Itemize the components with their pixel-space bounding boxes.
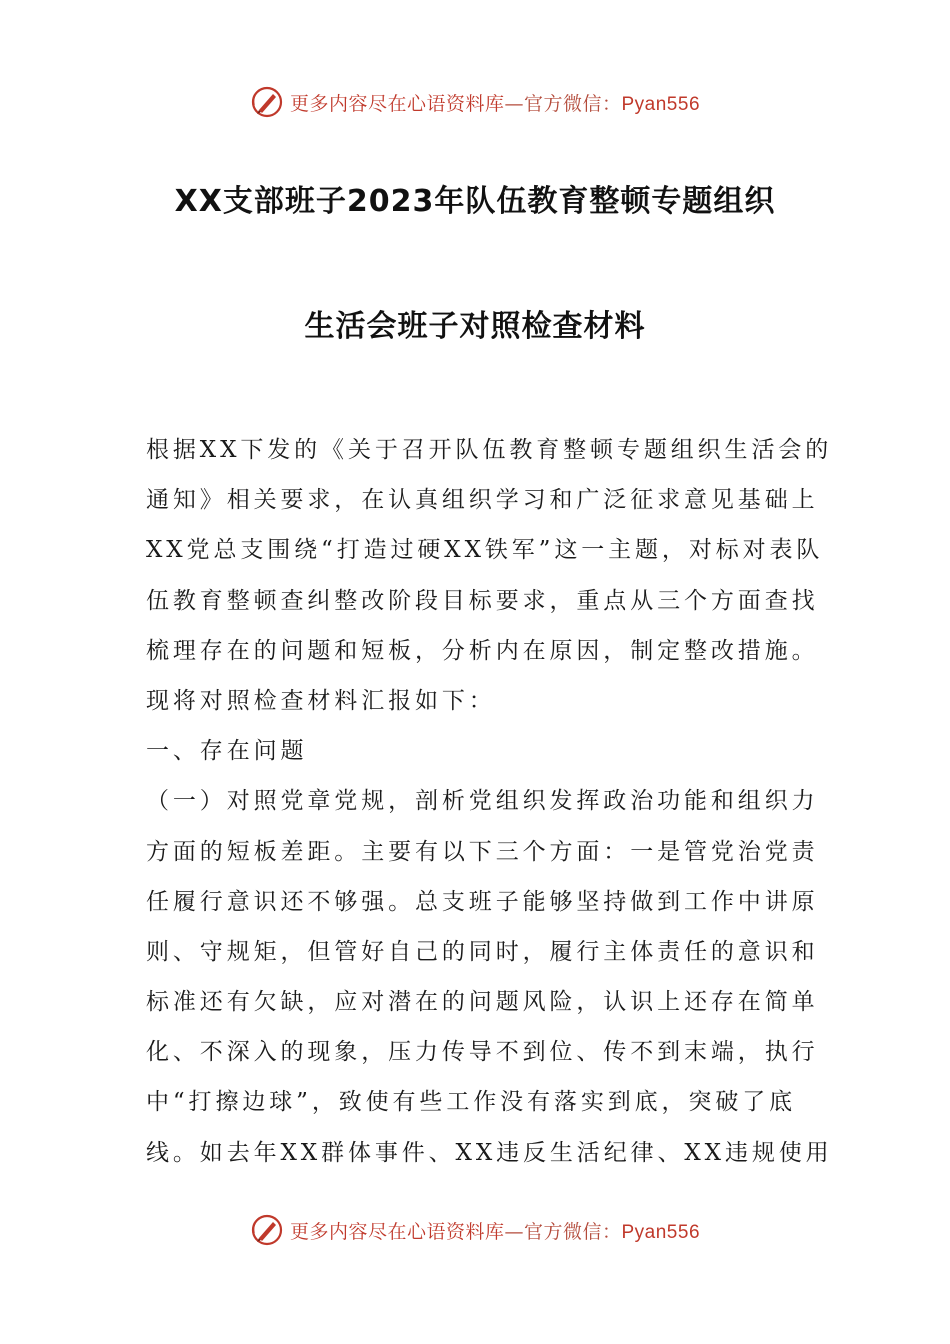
body-line: 方面的短板差距。主要有以下三个方面：一是管党治党责	[146, 838, 819, 865]
pen-in-circle-icon	[250, 85, 284, 119]
banner-text	[290, 89, 700, 116]
banner-main-text: 更多内容尽在心语资料库	[289, 92, 505, 115]
banner-text	[290, 1217, 700, 1244]
body-line: 梳理存在的问题和短板，分析内在原因，制定整改措施。	[146, 637, 819, 664]
body-line: 伍教育整顿查纠整改阶段目标要求，重点从三个方面查找	[146, 587, 819, 614]
body-line: 线。如去年XX群体事件、XX违反生活纪律、XX违规使用	[146, 1139, 833, 1166]
banner-wechat-label: 官方微信：	[523, 92, 622, 115]
body-line: 标准还有欠缺，应对潜在的问题风险，认识上还存在简单	[146, 989, 819, 1016]
document-body	[146, 425, 833, 1178]
body-line: 中“打擦边球”，致使有些工作没有落实到底，突破了底	[146, 1089, 797, 1116]
footer-watermark-banner	[0, 1208, 950, 1252]
body-line: 根据XX下发的《关于召开队伍教育整顿专题组织生活会的	[146, 437, 833, 463]
banner-main-text: 更多内容尽在心语资料库	[289, 1220, 505, 1243]
body-line: XX党总支围绕“打造过硬XX铁军”这一主题，对标对表队	[146, 537, 824, 564]
section-heading: 一、存在问题	[146, 738, 308, 765]
banner-separator: —	[504, 1220, 524, 1243]
banner-wechat-label: 官方微信：	[523, 1220, 622, 1243]
document-title-line-2: 生活会班子对照检查材料	[304, 309, 646, 344]
body-line: 通知》相关要求，在认真组织学习和广泛征求意见基础上	[146, 487, 819, 514]
body-line: 现将对照检查材料汇报如下：	[146, 687, 496, 714]
body-line: 则、守规矩，但管好自己的同时，履行主体责任的意识和	[146, 938, 819, 965]
header-watermark-banner	[0, 80, 950, 124]
pen-in-circle-icon	[250, 1213, 284, 1247]
body-line: （一）对照党章党规，剖析党组织发挥政治功能和组织力	[146, 788, 819, 815]
banner-wechat-id: Pyan556	[621, 93, 701, 115]
body-line: 任履行意识还不够强。总支班子能够坚持做到工作中讲原	[146, 888, 819, 915]
banner-separator: —	[504, 92, 524, 115]
banner-wechat-id: Pyan556	[621, 1221, 701, 1243]
document-title-line-1: XX支部班子2023年队伍教育整顿专题组织	[174, 184, 776, 219]
body-line: 化、不深入的现象，压力传导不到位、传不到末端，执行	[146, 1039, 819, 1066]
